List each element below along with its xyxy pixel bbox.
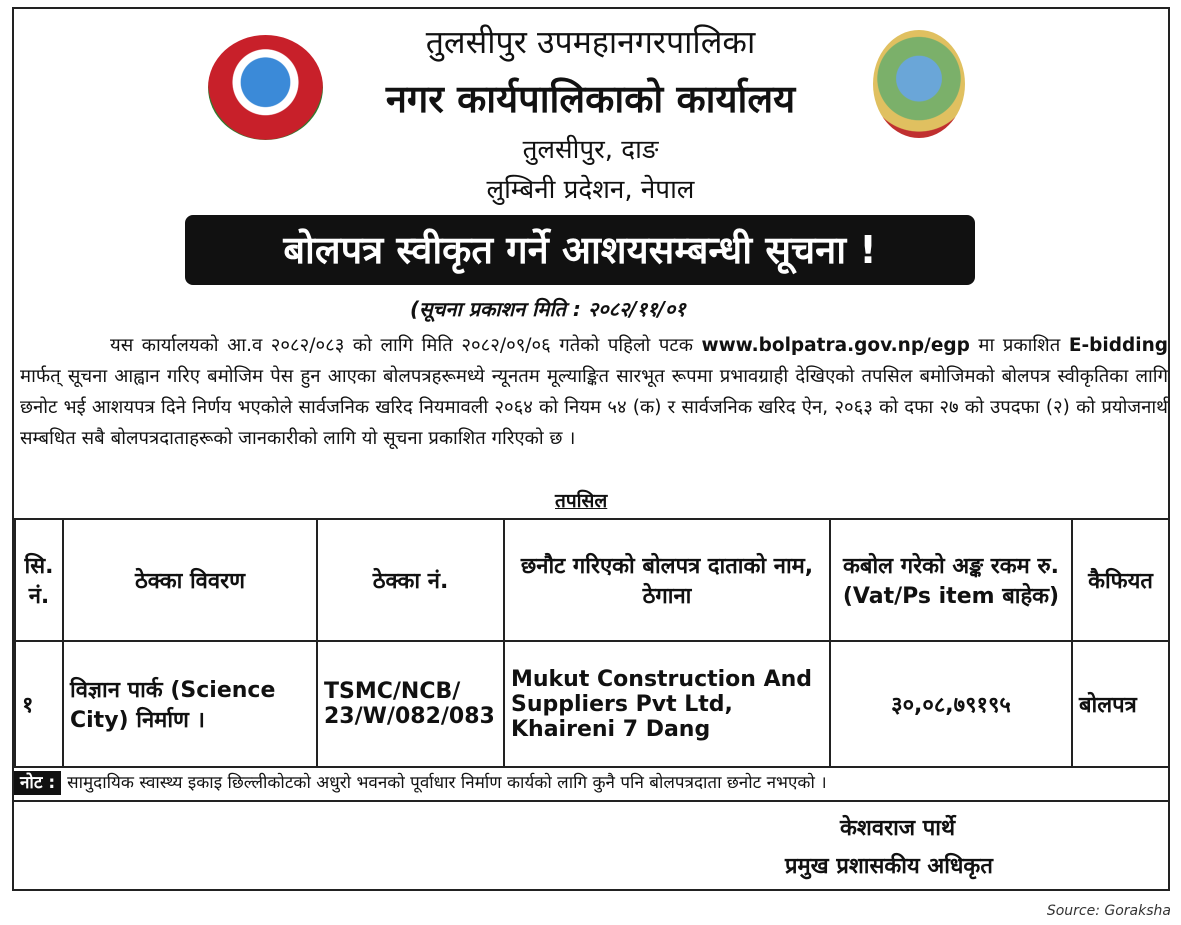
ebidding-text: E-bidding	[1068, 335, 1168, 356]
signatory-name: केशवराज पार्थे	[840, 816, 956, 841]
table-header-row	[15, 519, 1169, 641]
note-text: सामुदायिक स्वास्थ्य इकाइ छिल्लीकोटको अधुरो भवनको पूर्वाधार निर्माण कार्यको लागि कुनै पनि बोलपत्रदाता छनोट नभएको ।	[67, 773, 827, 793]
cell-contract-no: TSMC/NCB/ 23/W/082/083	[317, 641, 504, 767]
col-bidder: छनौट गरिएको बोलपत्र दाताको नाम, ठेगाना	[504, 519, 830, 641]
body-text-1: यस कार्यालयको आ.व २०८२/०८३ को लागि मिति २०८२/०९/०६ गतेको पहिलो पटक	[110, 335, 702, 356]
col-amount: कबोल गरेको अङ्क रकम रु. (Vat/Ps item बाहेक)	[830, 519, 1072, 641]
notice-title: बोलपत्र स्वीकृत गर्ने आशयसम्बन्धी सूचना !	[185, 215, 975, 285]
table-row	[15, 641, 1169, 767]
col-sn: सि. नं.	[15, 519, 63, 641]
notice-body	[20, 330, 1168, 454]
publish-date: (सूचना प्रकाशन मिति : २०८२/११/०१	[410, 297, 686, 321]
col-description: ठेक्का विवरण	[63, 519, 317, 641]
cell-bidder: Mukut Construction And Suppliers Pvt Ltd, Khaireni 7 Dang	[504, 641, 830, 767]
body-text-2: मा प्रकाशित	[969, 335, 1069, 356]
cell-description: विज्ञान पार्क (Science City) निर्माण ।	[63, 641, 317, 767]
col-remarks: कैफियत	[1072, 519, 1169, 641]
body-text-3: मार्फत् सूचना आह्वान गरिए बमोजिम पेस हुन आएका बोलपत्रहरूमध्ये न्यूनतम मूल्याङ्कित सारभूत रूपमा प्रभावग्राही देखिएको तपसिल बमोजिमको बोलपत्र स्वीकृतिका लागि छनोट भई आशयपत्र दिने निर्णय भएकोले सार्वजनिक खरिद नियमावली २०६४ को नियम ५४ (क) र सार्वजनिक खरिद ऐन, २०६३ को दफा २७ को उपदफा (२) को प्रयोजनार्थ सम्बधित सबै बोलपत्रदाताहरूको जानकारीको लागि यो सूचना प्रकाशित गरिएको छ ।	[20, 366, 1168, 449]
cell-amount: ३०,०८,७९१९५	[830, 641, 1072, 767]
province: लुम्बिनी प्रदेशन, नेपाल	[486, 175, 695, 205]
contract-table	[14, 518, 1170, 768]
source-credit: Source: Goraksha	[1046, 903, 1171, 919]
col-contract-no: ठेक्का नं.	[317, 519, 504, 641]
schedule-heading: तपसिल	[555, 490, 608, 512]
cell-remarks: बोलपत्र	[1072, 641, 1169, 767]
signatory-title: प्रमुख प्रशासकीय अधिकृत	[785, 854, 993, 879]
office-name: नगर कार्यपालिकाको कार्यालय	[385, 77, 796, 121]
bolpatra-link[interactable]: www.bolpatra.gov.np/egp	[701, 335, 970, 356]
note	[14, 766, 1170, 802]
municipality-name: तुलसीपुर उपमहानगरपालिका	[425, 23, 756, 61]
location: तुलसीपुर, दाङ	[522, 135, 659, 165]
cell-sn: १	[15, 641, 63, 767]
note-label: नोट :	[14, 771, 61, 795]
